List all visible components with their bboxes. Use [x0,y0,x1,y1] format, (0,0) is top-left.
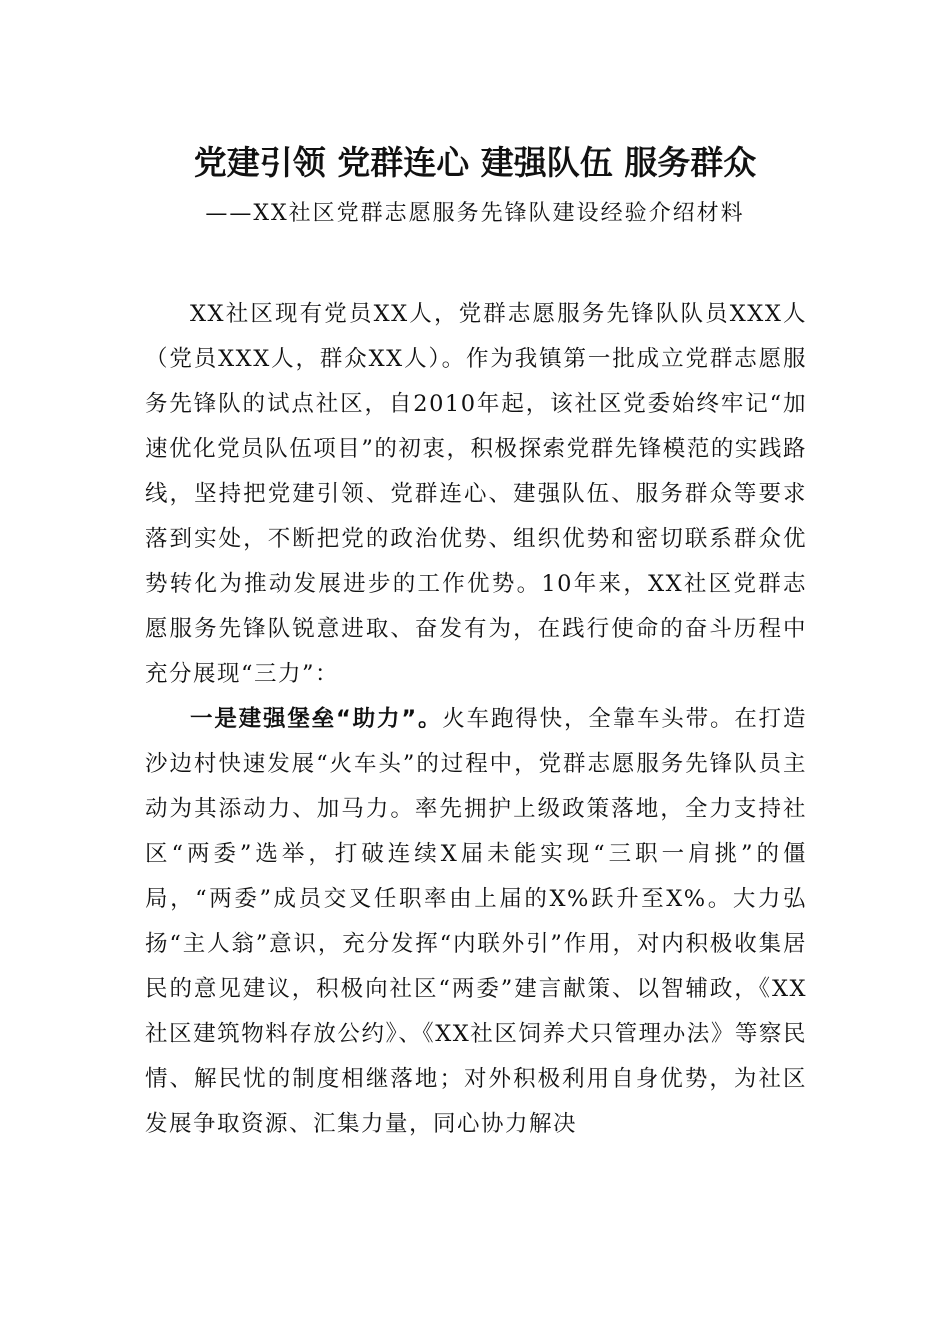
paragraph-lead: 一是建强堡垒“助力”。 [190,706,443,732]
document-title: 党建引领 党群连心 建强队伍 服务群众 [193,143,757,182]
paragraph-text: 火车跑得快，全靠车头带。在打造沙边村快速发展“火车头”的过程中，党群志愿服务先锋队员主动为其添动力、加马力。率先拥护上级政策落地，全力支持社区“两委”选举，打破连续X届未能实现“三职一肩挑”的僵局，“两委”成员交叉任职率由上届的X%跃升至X%。大力弘扬“主人翁”意识，充分发挥“内联外引”作用，对内积极收集居民的意见建议，积极向社区“两委”建言献策、以智辅政，《XX社区建筑物料存放公约》、《XX社区饲养犬只管理办法》等察民情、解民忧的制度相继落地；对外积极利用自身优势，为社区发展争取资源、汇集力量，同心协力解决 [145,706,807,1137]
document-subtitle: ——XX社区党群志愿服务先锋队建设经验介绍材料 [205,201,745,226]
paragraph-point-one [145,697,807,1147]
document-body [145,292,807,1147]
paragraph-intro [145,292,807,697]
paragraph-text: XX社区现有党员XX人，党群志愿服务先锋队队员XXX人（党员XXX人，群众XX人）。作为我镇第一批成立党群志愿服务先锋队的试点社区，自2010年起，该社区党委始终牢记“加速优化党员队伍项目”的初衷，积极探索党群先锋模范的实践路线，坚持把党建引领、党群连心、建强队伍、服务群众等要求落到实处，不断把党的政治优势、组织优势和密切联系群众优势转化为推动发展进步的工作优势。10年来，XX社区党群志愿服务先锋队锐意进取、奋发有为，在践行使命的奋斗历程中充分展现“三力”： [145,301,807,687]
